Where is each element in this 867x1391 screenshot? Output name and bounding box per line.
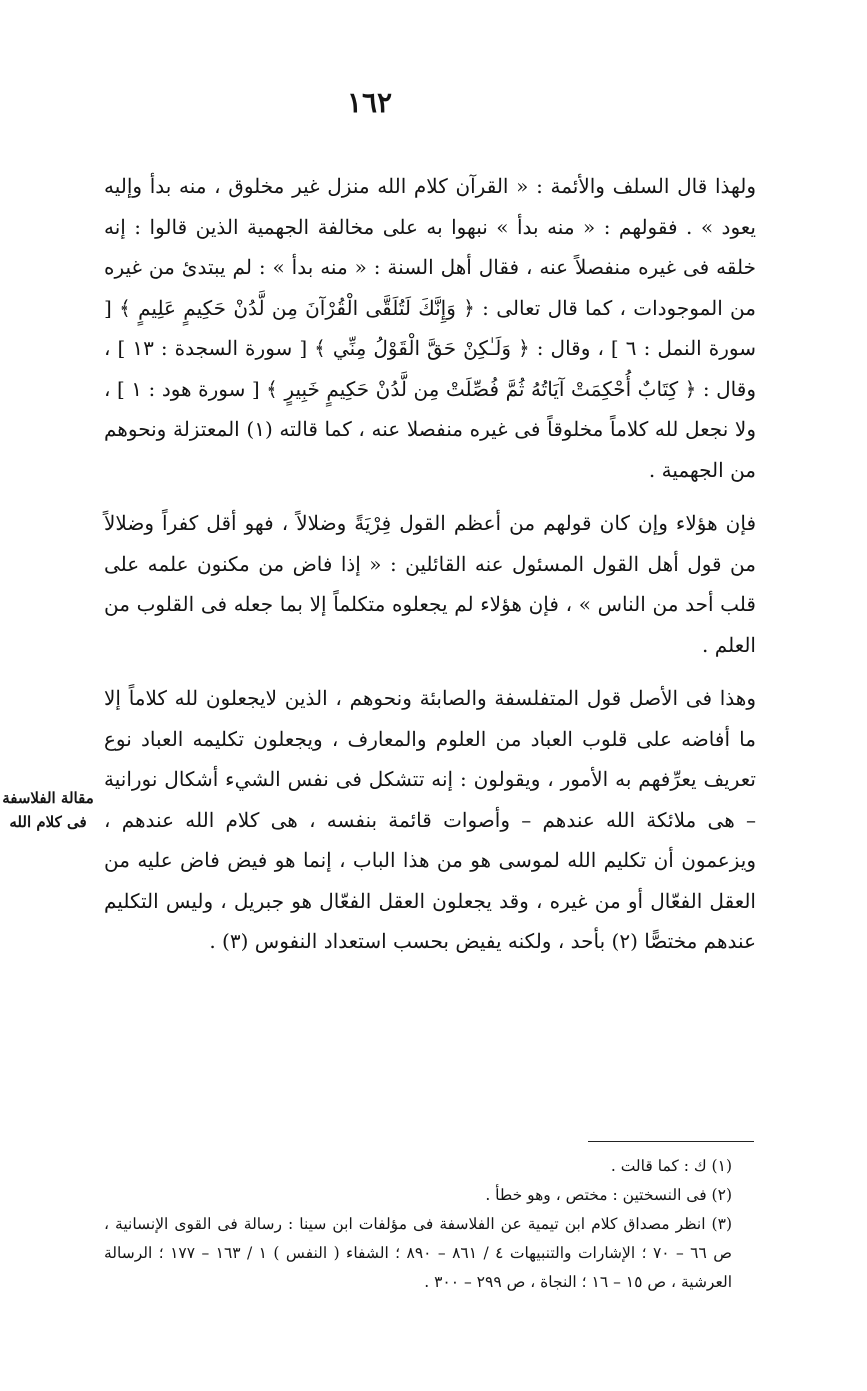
margin-note (0, 786, 96, 834)
margin-note-line-2: فى كلام الله (9, 813, 87, 831)
margin-note-line-1: مقالة الفلاسفة (2, 789, 94, 807)
paragraph-3: وهذا فى الأصل قول المتفلسفة والصابئة ونحوهم ، الذين لايجعلون لله كلاماً إلا ما أفاضه على قلوب العباد من العلوم والمعارف ، ويجعلون تكليمه العباد نوع تعريف يعرِّفهم به الأمور ، ويقولون : إنه تتشكل فى نفس الشيء أشكال نورانية – هى ملائكة الله عندهم – وأصوات قائمة بنفسه ، هى كلام الله عندهم ، ويزعمون أن تكليم الله لموسى هو من هذا الباب ، إنما هو فيض فاض عليه من العقل الفعّال أو من غيره ، وقد يجعلون العقل الفعّال هو جبريل ، وليس التكليم عندهم مختصًّا (٢) بأحد ، ولكنه يفيض بحسب استعداد النفوس (٣) . (104, 686, 756, 953)
paragraph-1: ولهذا قال السلف والأئمة : « القرآن كلام الله منزل غير مخلوق ، منه بدأ وإليه يعود » . فقولهم : « منه بدأ » نبهوا به على مخالفة الجهمية الذين قالوا : إنه خلقه فى غيره منفصلاً عنه ، فقال أهل السنة : « منه بدأ » : لم يبتدئ من غيره من الموجودات ، كما قال تعالى : ﴿ وَإِنَّكَ لَتُلَقَّى الْقُرْآنَ مِن لَّدُنْ حَكِيمٍ عَلِيمٍ ﴾ [ سورة النمل : ٦ ] ، وقال : ﴿ وَلَـٰكِنْ حَقَّ الْقَوْلُ مِنِّي ﴾ [ سورة السجدة : ١٣ ] ، وقال : ﴿ كِتَابٌ أُحْكِمَتْ آيَاتُهُ ثُمَّ فُصِّلَتْ مِن لَّدُنْ حَكِيمٍ خَبِيرٍ ﴾ [ سورة هود : ١ ] ، ولا نجعل لله كلاماً مخلوقاً فى غيره منفصلا عنه ، كما قالته (١) المعتزلة ونحوهم من الجهمية . (104, 174, 757, 482)
paragraph-2: فإن هؤلاء وإن كان قولهم من أعظم القول فِرْيَةً وضلالاً ، فهو أقل كفراً وضلالاً من قول أهل القول المسئول عنه القائلين : « إذا فاض من مكنون علمه على قلب أحد من الناس » ، فإن هؤلاء لم يجعلوه متكلماً إلا بما جعله فى القلوب من العلم . (104, 511, 757, 657)
footnotes (104, 1152, 756, 1297)
footnote-2: (٢) فى النسختين : مختص ، وهو خطأ . (485, 1186, 732, 1204)
footnote-3: (٣) انظر مصداق كلام ابن تيمية عن الفلاسفة فى مؤلفات ابن سينا : رسالة فى القوى الإنسانية ، ص ٦٦ – ٧٠ ؛ الإشارات والتنبيهات ٤ / ٨٦١ – ٨٩٠ ؛ الشفاء ( النفس ) ١ / ١٦٣ – ١٧٧ ؛ الرسالة العرشية ، ص ١٥ – ١٦ ؛ النجاة ، ص ٢٩٩ – ٣٠٠ . (104, 1215, 732, 1291)
main-text (104, 166, 756, 962)
footnote-1: (١) ك : كما قالت . (610, 1157, 732, 1175)
page-number: ١٦٢ (346, 86, 393, 119)
footnote-divider (588, 1141, 754, 1142)
